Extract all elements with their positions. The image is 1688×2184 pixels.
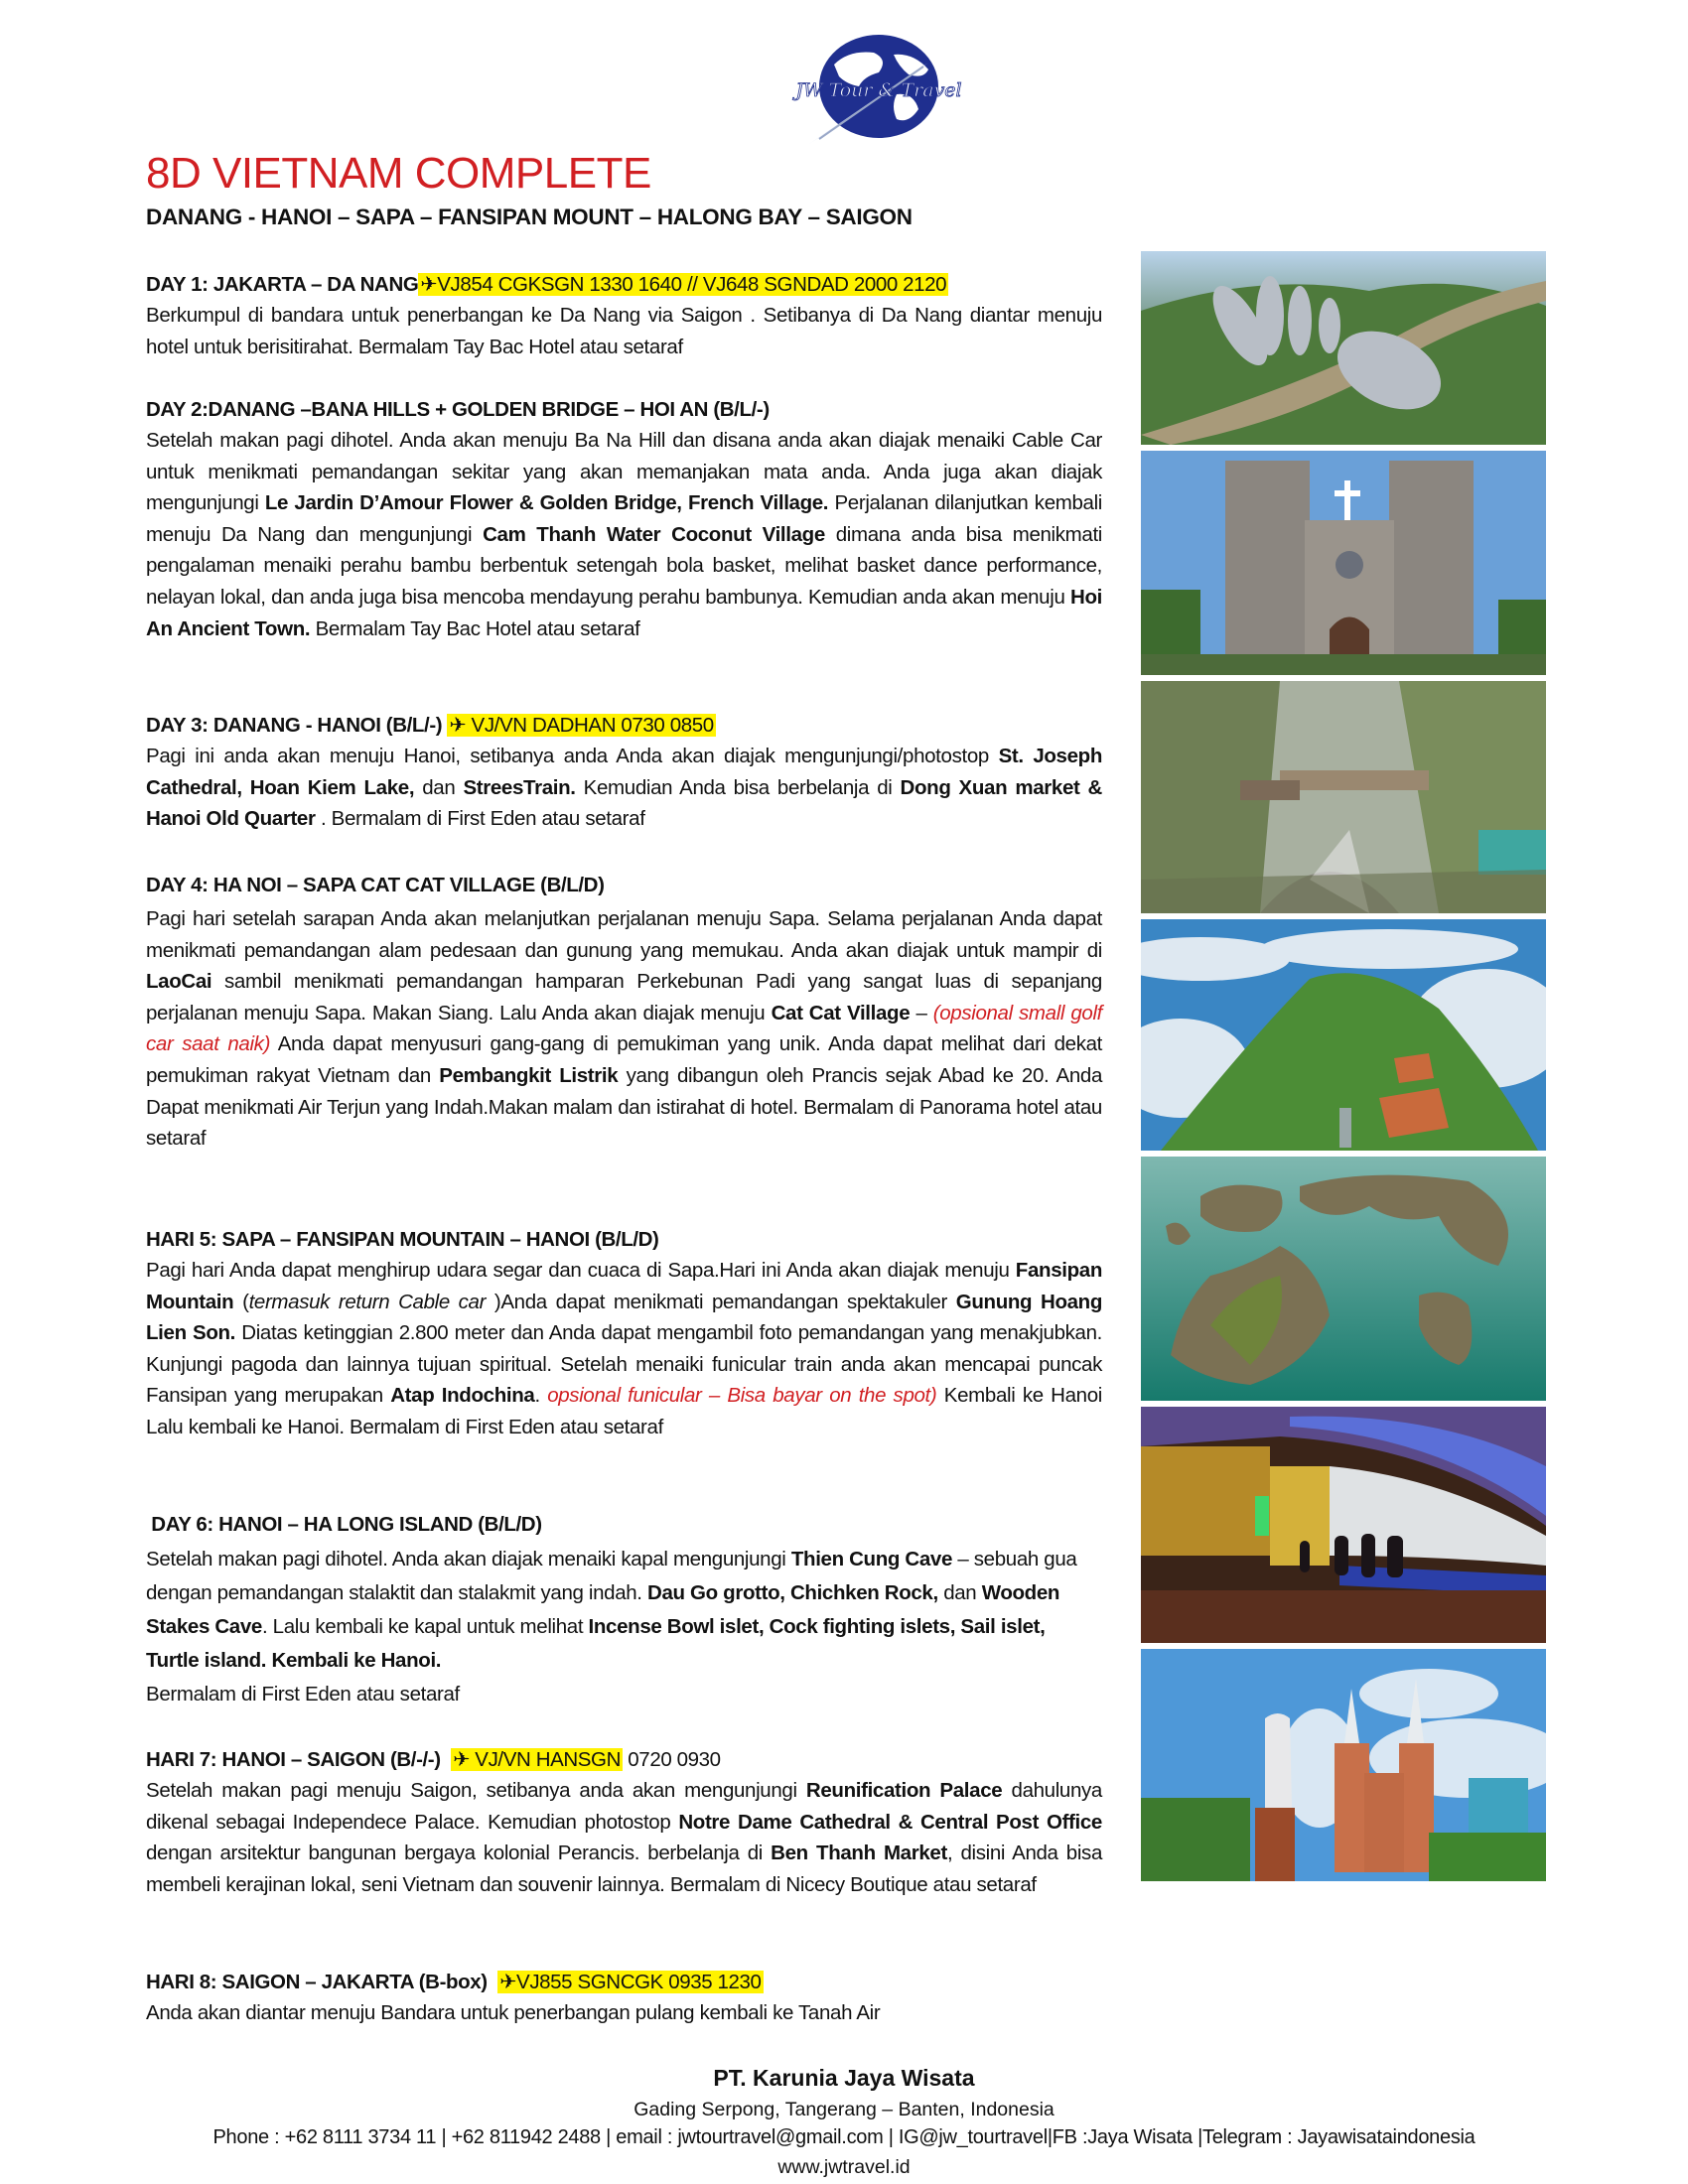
page-title: 8D VIETNAM COMPLETE — [146, 149, 651, 198]
optional-note: (opsional small golf car saat naik) — [146, 1001, 1102, 1056]
day-description: Pagi hari setelah sarapan Anda akan melanjutkan perjalanan menuju Sapa. Selama perjalanan Anda dapat menikmati pemandangan alam pedesaan dan gunung yang memukau. Anda akan diajak untuk mampir di LaoCai sambil menikmati pemandangan hamparan Perkebunan Padi yang sangat luas di sepanjang perjalanan menuju Sapa. Makan Siang. Lalu Anda akan diajak menuju Cat Cat Village – (opsional small golf car saat naik) Anda dapat menyusuri gang-gang di pemukiman yang unik. Anda dapat melihat dari dekat pemukiman rakyat Vietnam dan Pembangkit Listrik yang dibangun oleh Prancis sejak Abad ke 20. Anda Dapat menikmati Air Terjun yang Indah.Makan malam dan istirahat di hotel. Bermalam di Panorama hotel atau setaraf — [146, 907, 1103, 1151]
highlight-place: Notre Dame Cathedral & Central Post Office — [678, 1810, 1102, 1834]
day-1-section — [146, 270, 1102, 362]
day-heading — [146, 711, 1102, 741]
highlight-place: St. Joseph Cathedral, Hoan Kiem Lake, — [146, 745, 1102, 799]
highlight-place: Atap Indochina — [390, 1384, 535, 1408]
photo-fansipan-mountain — [1141, 919, 1546, 1151]
day-3-section — [146, 711, 1102, 835]
day-6-section — [146, 1510, 1102, 1711]
highlight-place: Cat Cat Village — [771, 1001, 911, 1024]
highlight-place: Le Jardin D’Amour Flower & Golden Bridge, French Village. — [264, 491, 829, 515]
highlight-place: Fansipan Mountain — [146, 1259, 1102, 1313]
day-title: HARI 8: SAIGON – JAKARTA (B-box) — [146, 1971, 498, 1993]
footer-website-link[interactable]: www.jwtravel.id — [777, 2156, 911, 2178]
day-heading — [146, 270, 1102, 300]
flight-times: 0720 0930 — [623, 1748, 721, 1771]
highlight-place: Ben Thanh Market — [771, 1842, 947, 1865]
highlight-place: StreesTrain. — [463, 775, 576, 799]
day-heading: HARI 5: SAPA – FANSIPAN MOUNTAIN – HANOI (B/L/D) — [146, 1228, 659, 1251]
highlight-place: Dong Xuan market & Hanoi Old Quarter — [146, 775, 1102, 831]
day-2-section — [146, 395, 1102, 644]
highlight-place: LaoCai — [146, 970, 212, 994]
logo-text: JW Tour & Travel — [795, 79, 962, 101]
highlight-place: Wooden Stakes Cave — [146, 1581, 1060, 1638]
photo-thien-cung-cave — [1141, 1407, 1546, 1643]
highlight-place: Cam Thanh Water Coconut Village — [483, 522, 825, 546]
highlight-place: Incense Bowl islet, Cock fighting islets, Sail islet, Turtle island. Kembali ke Hanoi. — [146, 1615, 1046, 1672]
day-4-section — [146, 871, 1102, 1155]
day-description: Pagi hari Anda dapat menghirup udara segar dan cuaca di Sapa.Hari ini Anda akan diajak menuju Fansipan Mountain (termasuk return Cable car )Anda dapat menikmati pemandangan spektakuler Gunung Hoang Lien Son. Diatas ketinggian 2.800 meter dan Anda dapat mengambil foto pemandangan yang menakjubkan. Kunjungi pagoda dan lainnya tujuan spiritual. Setelah menaiki funicular train anda akan mencapai puncak Fansipan yang merupakan Atap Indochina. opsional funicular – Bisa bayar on the spot) Kembali ke Hanoi Lalu kembali ke Hanoi. Bermalam di First Eden atau setaraf — [146, 1259, 1103, 1438]
globe-icon — [779, 25, 978, 159]
highlight-place: Pembangkit Listrik — [439, 1063, 619, 1087]
highlight-place: Hoi An Ancient Town. — [146, 585, 1102, 640]
day-heading: DAY 2:DANANG –BANA HILLS + GOLDEN BRIDGE – HOI AN (B/L/-) — [146, 398, 770, 421]
footer-company-name: PT. Karunia Jaya Wisata — [713, 2065, 975, 2091]
day-heading — [146, 1745, 1102, 1775]
page-subtitle: DANANG - HANOI – SAPA – FANSIPAN MOUNT – HALONG BAY – SAIGON — [146, 205, 913, 229]
company-logo — [779, 25, 978, 159]
included-note: termasuk return Cable car — [248, 1290, 494, 1313]
day-title: DAY 1: JAKARTA – DA NANG — [146, 273, 419, 296]
flight-info-highlight: ✈ VJ/VN DADHAN 0730 0850 — [449, 714, 714, 737]
day-7-section — [146, 1745, 1102, 1900]
photo-notre-dame-cathedral — [1141, 1649, 1546, 1881]
day-heading — [146, 1968, 1102, 1997]
day-description: Setelah makan pagi dihotel. Anda akan diajak menaiki kapal mengunjungi Thien Cung Cave – sebuah gua dengan pemandangan stalaktit dan stalakmit yang indah. Dau Go grotto, Chichken Rock, dan Wooden Stakes Cave. Lalu kembali ke kapal untuk melihat Incense Bowl islet, Cock fighting islets, Sail islet, Turtle island. Kembali ke Hanoi. Bermalam di First Eden atau setaraf — [146, 1548, 1077, 1706]
day-heading: DAY 4: HA NOI – SAPA CAT CAT VILLAGE (B/L/D) — [146, 874, 605, 896]
flight-info-highlight: ✈ VJ/VN HANSGN — [453, 1748, 622, 1771]
highlight-place: Dau Go grotto, Chichken Rock, — [647, 1581, 938, 1604]
footer-address: Gading Serpong, Tangerang – Banten, Indonesia — [633, 2099, 1055, 2120]
photo-cat-cat-village — [1141, 681, 1546, 913]
flight-info-highlight: ✈VJ855 SGNCGK 0935 1230 — [499, 1971, 762, 1993]
photo-column — [1141, 251, 1546, 1887]
photo-golden-bridge — [1141, 251, 1546, 445]
footer-contact-info: Phone : +62 8111 3734 11 | +62 811942 2488 | email : jwtourtravel@gmail.com | IG@jw_tourtravel|FB :Jaya Wisata |Telegram : Jayawisataindonesia — [212, 2126, 1476, 2148]
highlight-place: Gunung Hoang Lien Son. — [146, 1290, 1103, 1345]
day-title: HARI 7: HANOI – SAIGON (B/-/-) — [146, 1748, 452, 1771]
day-title: DAY 3: DANANG - HANOI (B/L/-) — [146, 714, 448, 737]
day-description: Anda akan diantar menuju Bandara untuk penerbangan pulang kembali ke Tanah Air — [146, 2001, 881, 2024]
highlight-place: Reunification Palace — [805, 1779, 1003, 1802]
flight-info-highlight: ✈VJ854 CGKSGN 1330 1640 // VJ648 SGNDAD 2000 2120 — [420, 273, 947, 296]
photo-ha-long-bay — [1141, 1157, 1546, 1401]
day-5-section — [146, 1225, 1102, 1443]
optional-note: opsional funicular – Bisa bayar on the spot) — [547, 1384, 937, 1408]
day-8-section — [146, 1968, 1102, 2029]
photo-st-joseph-cathedral — [1141, 451, 1546, 675]
day-description: Setelah makan pagi dihotel. Anda akan menuju Ba Na Hill dan disana anda akan diajak menaiki Cable Car untuk menikmati pemandangan sekitar yang akan memanjakan mata anda. Anda juga akan diajak mengunjungi Le Jardin D’Amour Flower & Golden Bridge, French Village. Perjalanan dilanjutkan kembali menuju Da Nang dan mengunjungi Cam Thanh Water Coconut Village dimana anda bisa menikmati pengalaman menaiki perahu bambu berbentuk setengah bola basket, melihat basket dance performance, nelayan lokal, dan anda juga bisa mencoba mendayung perahu bambunya. Kemudian anda akan menuju Hoi An Ancient Town. Bermalam Tay Bac Hotel atau setaraf — [146, 429, 1102, 640]
day-description: Pagi ini anda akan menuju Hanoi, setibanya anda Anda akan diajak mengunjungi/photostop St. Joseph Cathedral, Hoan Kiem Lake, dan StreesTrain. Kemudian Anda bisa berbelanja di Dong Xuan market & Hanoi Old Quarter . Bermalam di First Eden atau setaraf — [146, 745, 1102, 831]
day-heading: DAY 6: HANOI – HA LONG ISLAND (B/L/D) — [146, 1513, 542, 1536]
highlight-place: Thien Cung Cave — [790, 1548, 953, 1570]
day-description: Berkumpul di bandara untuk penerbangan ke Da Nang via Saigon . Setibanya di Da Nang diantar menuju hotel untuk berisitirahat. Bermalam Tay Bac Hotel atau setaraf — [146, 304, 1102, 358]
day-description: Setelah makan pagi menuju Saigon, setibanya anda akan mengunjungi Reunification Palace dahulunya dikenal sebagai Independece Palace. Kemudian photostop Notre Dame Cathedral & Central Post Office dengan arsitektur bangunan bergaya kolonial Perancis. berbelanja di Ben Thanh Market, disini Anda bisa membeli kerajinan lokal, seni Vietnam dan souvenir lainnya. Bermalam di Nicecy Boutique atau setaraf — [146, 1779, 1103, 1896]
